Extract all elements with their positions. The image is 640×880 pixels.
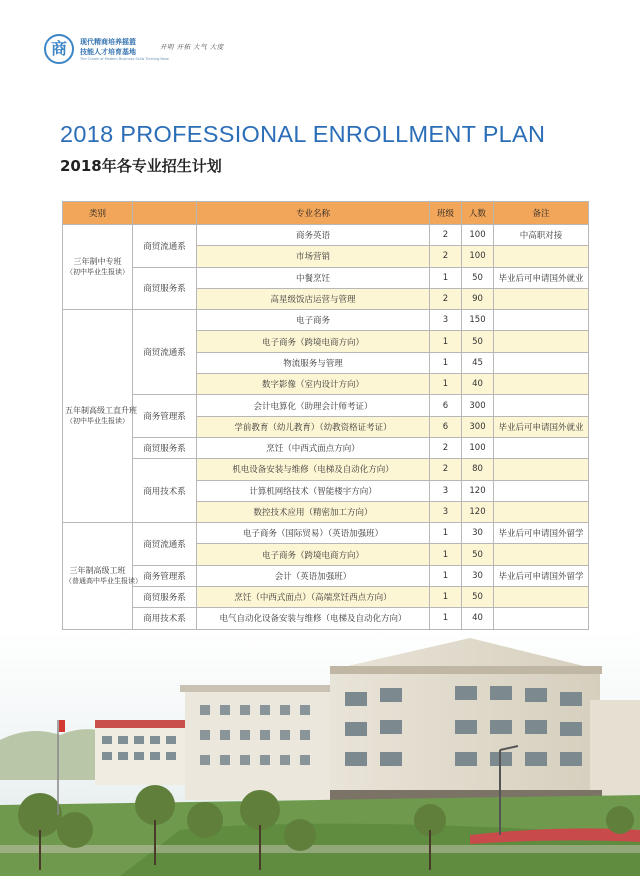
table-row xyxy=(63,437,589,458)
count-cell: 100 xyxy=(462,225,494,246)
header-department xyxy=(133,202,197,225)
note-cell: 毕业后可申请国外就业 xyxy=(494,416,589,437)
count-cell: 30 xyxy=(462,523,494,544)
major-cell: 数控技术应用（精密加工方向） xyxy=(197,501,430,522)
classes-cell: 2 xyxy=(430,288,462,309)
note-cell: 毕业后可申请国外就业 xyxy=(494,267,589,288)
major-cell: 学前教育（幼儿教育）（幼教资格证考证） xyxy=(197,416,430,437)
count-cell: 100 xyxy=(462,437,494,458)
count-cell: 40 xyxy=(462,374,494,395)
classes-cell: 6 xyxy=(430,416,462,437)
note-cell: 毕业后可申请国外留学 xyxy=(494,523,589,544)
category-label: 三年制中专班 xyxy=(73,257,122,267)
header-count: 人数 xyxy=(462,202,494,225)
campus-photo xyxy=(0,630,640,876)
campus-photo-illustration xyxy=(0,630,640,876)
major-cell: 中餐烹饪 xyxy=(197,267,430,288)
note-cell xyxy=(494,288,589,309)
count-cell: 120 xyxy=(462,480,494,501)
major-cell: 烹饪（中西式面点方向） xyxy=(197,437,430,458)
logo-glyph: 商 xyxy=(50,39,67,58)
major-cell: 计算机网络技术（智能楼宇方向） xyxy=(197,480,430,501)
category-cell xyxy=(63,225,133,310)
header-major: 专业名称 xyxy=(197,202,430,225)
page-title-english: 2018 PROFESSIONAL ENROLLMENT PLAN xyxy=(60,121,546,147)
note-cell xyxy=(494,480,589,501)
count-cell: 90 xyxy=(462,288,494,309)
major-cell: 电气自动化设备安装与维修（电梯及自动化方向） xyxy=(197,608,430,629)
department-cell: 商用技术系 xyxy=(133,608,197,629)
major-cell: 会计电算化（助理会计师考证） xyxy=(197,395,430,416)
major-cell: 数字影像（室内设计方向） xyxy=(197,374,430,395)
table-row xyxy=(63,395,589,416)
table-row xyxy=(63,523,589,544)
table-row xyxy=(63,459,589,480)
count-cell: 30 xyxy=(462,565,494,586)
note-cell xyxy=(494,459,589,480)
count-cell: 45 xyxy=(462,352,494,373)
table-row xyxy=(63,310,589,331)
classes-cell: 1 xyxy=(430,608,462,629)
school-slogan-line1: 现代精商培养摇篮 xyxy=(80,38,136,46)
note-cell xyxy=(494,374,589,395)
note-cell xyxy=(494,331,589,352)
category-sub-label: （普通高中毕业生报读） xyxy=(65,576,142,585)
major-cell: 电子商务 xyxy=(197,310,430,331)
classes-cell: 1 xyxy=(430,565,462,586)
school-english-slogan: The Cradle of Modern Business Skills Training Base xyxy=(80,57,169,61)
header-category: 类别 xyxy=(63,202,133,225)
note-cell: 中高职对接 xyxy=(494,225,589,246)
classes-cell: 1 xyxy=(430,267,462,288)
classes-cell: 1 xyxy=(430,523,462,544)
page-title-chinese: 2018年各专业招生计划 xyxy=(60,157,222,175)
note-cell xyxy=(494,501,589,522)
table-row xyxy=(63,267,589,288)
count-cell: 100 xyxy=(462,246,494,267)
department-cell: 商贸流通系 xyxy=(133,310,197,395)
classes-cell: 2 xyxy=(430,459,462,480)
note-cell xyxy=(494,395,589,416)
classes-cell: 3 xyxy=(430,480,462,501)
count-cell: 120 xyxy=(462,501,494,522)
count-cell: 50 xyxy=(462,544,494,565)
count-cell: 50 xyxy=(462,267,494,288)
note-cell xyxy=(494,352,589,373)
major-cell: 电子商务（国际贸易）（英语加强班） xyxy=(197,523,430,544)
count-cell: 300 xyxy=(462,416,494,437)
major-cell: 商务英语 xyxy=(197,225,430,246)
header xyxy=(0,0,640,72)
category-cell xyxy=(63,523,142,629)
note-cell xyxy=(494,587,589,608)
classes-cell: 2 xyxy=(430,437,462,458)
major-cell: 物流服务与管理 xyxy=(197,352,430,373)
classes-cell: 2 xyxy=(430,246,462,267)
table-row xyxy=(63,225,589,246)
classes-cell: 1 xyxy=(430,331,462,352)
enrollment-table-wrapper xyxy=(62,201,588,630)
classes-cell: 1 xyxy=(430,374,462,395)
classes-cell: 2 xyxy=(430,225,462,246)
table-header-row xyxy=(63,202,589,225)
classes-cell: 1 xyxy=(430,587,462,608)
category-sub-label: （初中毕业生报读） xyxy=(66,417,129,426)
note-cell xyxy=(494,310,589,331)
note-cell xyxy=(494,246,589,267)
major-cell: 机电设备安装与维修（电梯及自动化方向） xyxy=(197,459,430,480)
category-cell xyxy=(63,310,137,523)
note-cell: 毕业后可申请国外留学 xyxy=(494,565,589,586)
header-classes: 班级 xyxy=(430,202,462,225)
department-cell: 商贸流通系 xyxy=(133,225,197,268)
major-cell: 电子商务（跨境电商方向） xyxy=(197,331,430,352)
major-cell: 市场营销 xyxy=(197,246,430,267)
major-cell: 高星级饭店运营与管理 xyxy=(197,288,430,309)
count-cell: 50 xyxy=(462,587,494,608)
department-cell: 商贸服务系 xyxy=(133,437,197,458)
department-cell: 商用技术系 xyxy=(133,459,197,523)
classes-cell: 3 xyxy=(430,501,462,522)
department-cell: 商贸服务系 xyxy=(133,587,197,608)
major-cell: 烹饪（中西式面点）（高端烹饪西点方向） xyxy=(197,587,430,608)
school-logo xyxy=(44,34,74,64)
count-cell: 300 xyxy=(462,395,494,416)
table-row xyxy=(63,587,589,608)
header-note: 备注 xyxy=(494,202,589,225)
category-label: 三年制高级工班 xyxy=(69,565,126,575)
note-cell xyxy=(494,608,589,629)
note-cell xyxy=(494,437,589,458)
count-cell: 50 xyxy=(462,331,494,352)
motto: 开明 开拓 大气 大度 xyxy=(160,43,224,51)
department-cell: 商贸流通系 xyxy=(133,523,197,566)
category-label: 五年制高级工直升班 xyxy=(65,406,137,416)
note-cell xyxy=(494,544,589,565)
count-cell: 150 xyxy=(462,310,494,331)
major-cell: 电子商务（跨境电商方向） xyxy=(197,544,430,565)
count-cell: 80 xyxy=(462,459,494,480)
count-cell: 40 xyxy=(462,608,494,629)
category-sub-label: （初中毕业生报读） xyxy=(66,268,129,277)
department-cell: 商务管理系 xyxy=(133,395,197,438)
classes-cell: 3 xyxy=(430,310,462,331)
school-slogan-line2: 技能人才培育基地 xyxy=(80,48,136,56)
major-cell: 会计（英语加强班） xyxy=(197,565,430,586)
department-cell: 商贸服务系 xyxy=(133,267,197,310)
classes-cell: 6 xyxy=(430,395,462,416)
classes-cell: 1 xyxy=(430,544,462,565)
classes-cell: 1 xyxy=(430,352,462,373)
department-cell: 商务管理系 xyxy=(133,565,197,586)
table-row xyxy=(63,608,589,629)
enrollment-table xyxy=(62,201,589,630)
